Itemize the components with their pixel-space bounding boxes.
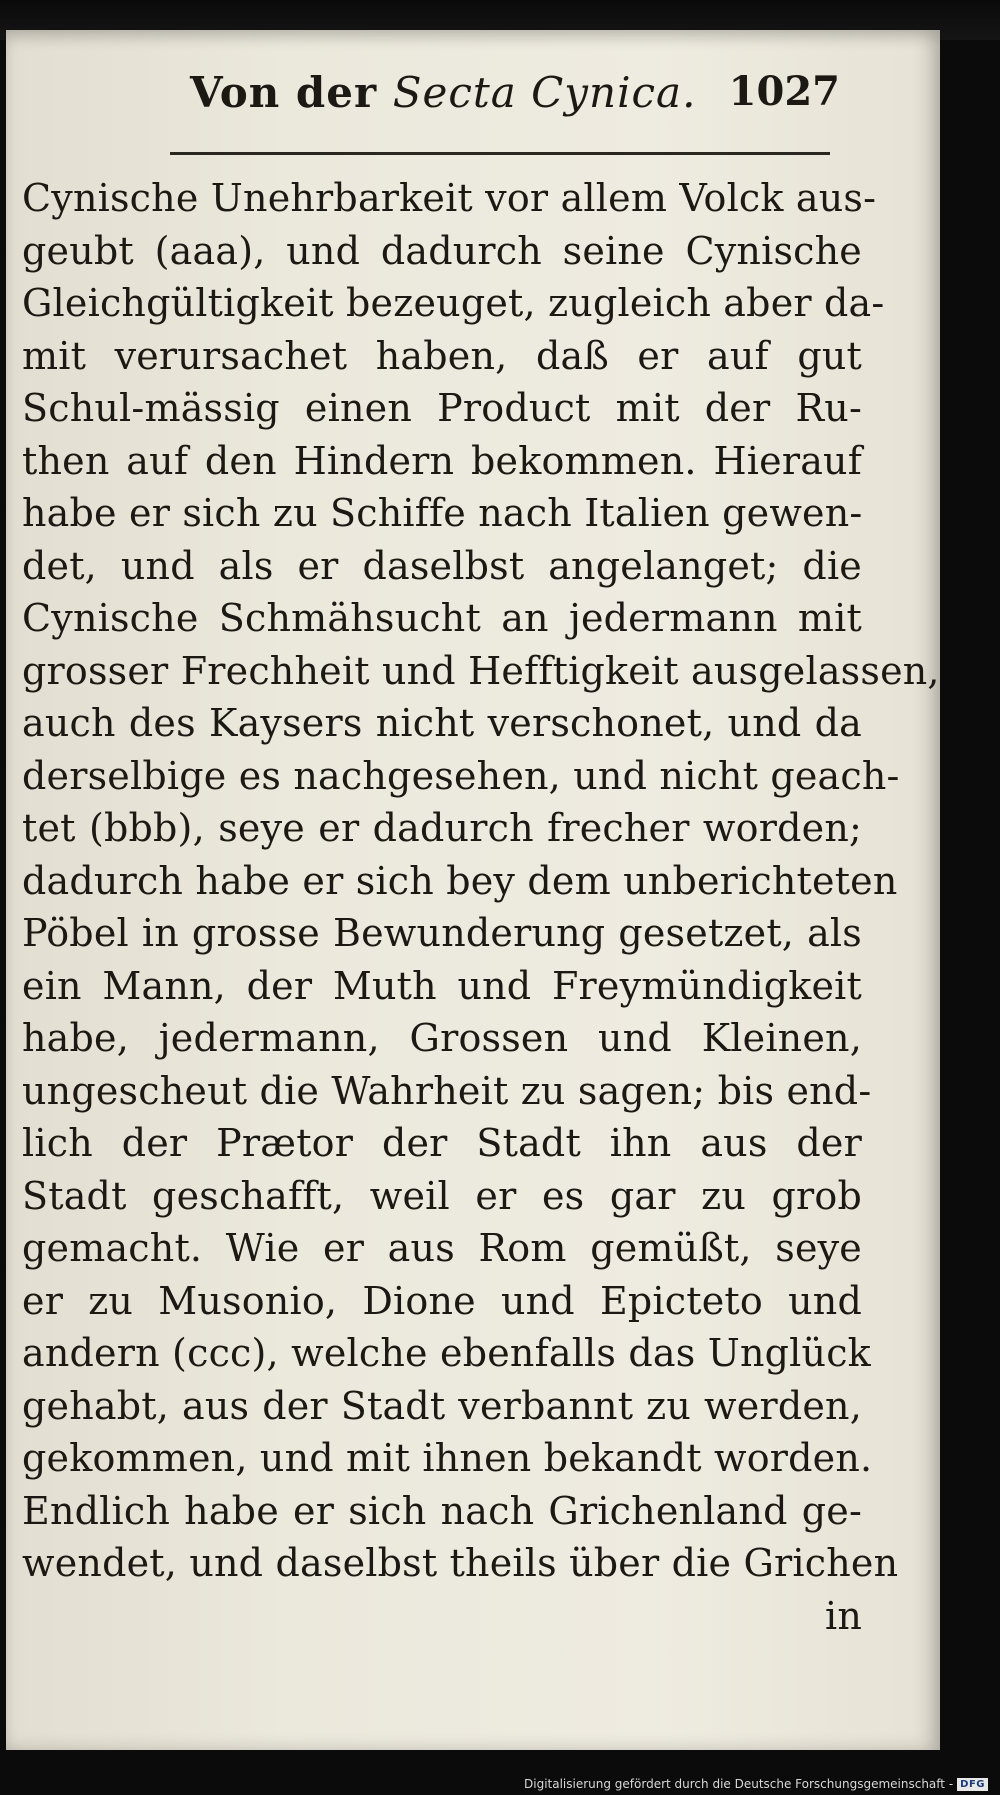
running-header [190, 60, 840, 130]
page-number: 1027 [728, 68, 840, 115]
text-line: grosser Frechheit und Hefftigkeit ausgelassen, [22, 648, 940, 693]
running-title-italic: Secta Cynica. [392, 68, 697, 117]
text-line: mit verursachet haben, daß er auf gut [22, 333, 862, 378]
text-line: det, und als er daselbst angelanget; die [22, 543, 862, 588]
text-line: Endlich habe er sich nach Grichenland ge- [22, 1488, 862, 1533]
text-line: Stadt geschafft, weil er es gar zu grob [22, 1173, 862, 1218]
text-line: Schul-mässig einen Product mit der Ru- [22, 386, 862, 430]
body-text [22, 172, 940, 1642]
text-line: tet (bbb), seye er dadurch frecher worden; [22, 806, 862, 850]
header-rule [170, 152, 830, 155]
text-line: in [824, 1593, 862, 1638]
text-line: geubt (aaa), und dadurch seine Cynische [22, 228, 862, 273]
text-line: Cynische Unehrbarkeit vor allem Volck aus- [22, 176, 877, 220]
text-line: gekommen, und mit ihnen bekandt worden. [22, 1436, 873, 1480]
text-line: er zu Musonio, Dione und Epicteto und [22, 1278, 862, 1323]
digitization-credit: Digitalisierung gefördert durch die Deutsche Forschungsgemeinschaft - [524, 1777, 954, 1791]
text-line: then auf den Hindern bekommen. Hierauf [22, 438, 862, 483]
digitization-footer [524, 1777, 988, 1791]
text-line: habe, jedermann, Grossen und Kleinen, [22, 1016, 862, 1060]
running-title-prefix: Von der [190, 68, 393, 117]
text-line: ein Mann, der Muth und Freymündigkeit [22, 963, 862, 1008]
text-line: Pöbel in grosse Bewunderung gesetzet, als [22, 911, 862, 955]
text-line: wendet, und daselbst theils über die Grichen [22, 1541, 899, 1585]
text-line: derselbige es nachgesehen, und nicht geach- [22, 753, 900, 798]
text-line: lich der Prætor der Stadt ihn aus der [22, 1121, 862, 1165]
text-line: Cynische Schmähsucht an jedermann mit [22, 596, 862, 640]
running-title [190, 68, 696, 117]
text-line: gehabt, aus der Stadt verbannt zu werden, [22, 1383, 862, 1428]
text-line: habe er sich zu Schiffe nach Italien gewen- [22, 491, 863, 535]
text-line: dadurch habe er sich bey dem unberichteten [22, 858, 898, 903]
text-line: gemacht. Wie er aus Rom gemüßt, seye [22, 1226, 862, 1270]
text-line: Gleichgültigkeit bezeuget, zugleich aber da- [22, 281, 885, 325]
dfg-logo: DFG [957, 1778, 988, 1791]
text-line: andern (ccc), welche ebenfalls das Unglück [22, 1331, 871, 1375]
text-line: auch des Kaysers nicht verschonet, und da [22, 701, 862, 745]
text-line: ungescheut die Wahrheit zu sagen; bis end- [22, 1068, 872, 1113]
